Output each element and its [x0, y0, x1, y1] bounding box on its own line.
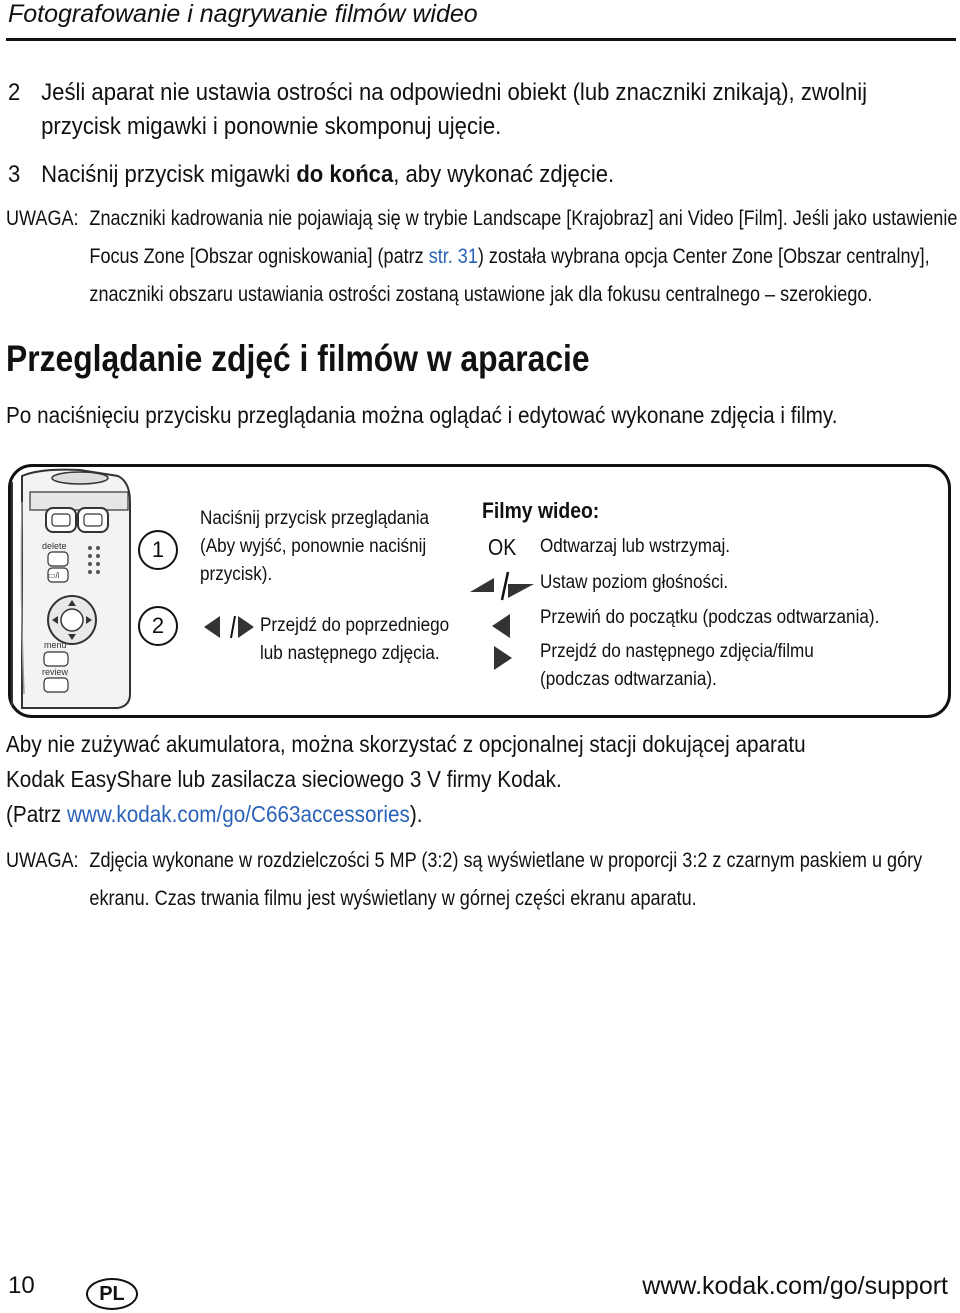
panel-text-line: (podczas odtwarzania).: [540, 669, 717, 690]
step-2-badge: 2: [138, 606, 178, 646]
review-label: review: [42, 667, 69, 677]
panel-step-2-text: [260, 612, 449, 668]
step-2: [8, 76, 873, 144]
page-number: 10: [8, 1272, 35, 1299]
ok-button-icon: [61, 609, 83, 631]
note-2: [6, 842, 922, 918]
section-intro: Po naciśnięciu przycisku przeglądania można oglądać i edytować wykonane zdjęcia i filmy.: [6, 402, 838, 428]
right-arrow-icon: [490, 644, 514, 672]
support-url[interactable]: www.kodak.com/go/support: [642, 1272, 948, 1300]
video-title: Filmy wideo:: [482, 498, 600, 523]
battery-paragraph: [6, 727, 806, 832]
panel-step-1-text: [200, 505, 429, 589]
panel-text-line: przycisk).: [200, 564, 273, 585]
step-3: [8, 158, 836, 192]
paragraph-line: Kodak EasyShare lub zasilacza sieciowego 3 V firmy Kodak.: [6, 766, 562, 792]
ok-description: Odtwarzaj lub wstrzymaj.: [540, 536, 731, 557]
note-line: ekranu. Czas trwania filmu jest wyświetlany w górnej części ekranu aparatu.: [89, 887, 697, 910]
up-down-arrows-icon: [468, 570, 536, 602]
next-description: [540, 638, 814, 694]
left-right-arrows-icon: [200, 612, 254, 642]
step-text: Naciśnij przycisk migawki: [41, 161, 297, 188]
menu-button-icon: [44, 652, 68, 666]
accessories-link[interactable]: www.kodak.com/go/C663accessories: [66, 801, 410, 827]
delete-button-icon: [48, 552, 68, 566]
volume-description: Ustaw poziom głośności.: [540, 572, 729, 593]
note-line: Focus Zone [Obszar ogniskowania] (patrz str. 31) została wybrana opcja Center Zone [Obszar centralny],: [89, 245, 930, 268]
step-1-badge: 1: [138, 530, 178, 570]
note-line: Znaczniki kadrowania nie pojawiają się w trybie Landscape [Krajobraz] ani Video [Film]. Jeśli jako ustawienie: [89, 207, 958, 230]
step-number: 3: [8, 161, 21, 188]
page-reference-link[interactable]: str. 31: [428, 245, 478, 268]
step-text: , aby wykonać zdjęcie.: [393, 161, 615, 188]
running-header: Fotografowanie i nagrywanie filmów wideo: [8, 0, 478, 28]
rewind-description: Przewiń do początku (podczas odtwarzania).: [540, 607, 880, 628]
step-text-bold: do końca: [296, 161, 394, 188]
paragraph-line: (Patrz www.kodak.com/go/C663accessories).: [6, 801, 423, 827]
panel-text-line: (Aby wyjść, ponownie naciśnij: [200, 536, 427, 557]
note-line: Zdjęcia wykonane w rozdzielczości 5 MP (3:2) są wyświetlane w proporcji 3:2 z czarnym paskiem u góry: [89, 849, 923, 872]
header-rule: [6, 38, 956, 41]
panel-text-line: lub następnego zdjęcia.: [260, 643, 440, 664]
note-label: UWAGA:: [6, 849, 79, 872]
left-arrow-icon: [490, 612, 514, 640]
delete-label: delete: [42, 541, 67, 551]
note-label: UWAGA:: [6, 207, 79, 230]
menu-label: menu: [44, 640, 67, 650]
step-text-line: Jeśli aparat nie ustawia ostrości na odpowiedni obiekt (lub znaczniki znikają), zwolnij: [41, 79, 868, 106]
language-badge: PL: [86, 1278, 138, 1310]
step-number: 2: [8, 79, 21, 106]
panel-text-line: Przejdź do następnego zdjęcia/filmu: [540, 641, 814, 662]
ok-button-label: OK: [488, 534, 517, 560]
note-1: [6, 200, 957, 314]
camera-back-illustration: [0, 462, 135, 718]
review-button-icon: [44, 678, 68, 692]
svg-text:▭/i: ▭/i: [48, 571, 60, 580]
step-text-line: przycisk migawki i ponownie skomponuj ujęcie.: [41, 113, 502, 140]
panel-text-line: Przejdź do poprzedniego: [260, 615, 450, 636]
section-heading: Przeglądanie zdjęć i filmów w aparacie: [6, 338, 590, 379]
paragraph-line: Aby nie zużywać akumulatora, można skorzystać z opcjonalnej stacji dokującej aparatu: [6, 731, 806, 757]
note-line: znaczniki obszaru ustawiania ostrości zostaną ustawione jak dla fokusu centralnego – szerokiego.: [89, 283, 873, 306]
panel-text-line: Naciśnij przycisk przeglądania: [200, 508, 430, 529]
